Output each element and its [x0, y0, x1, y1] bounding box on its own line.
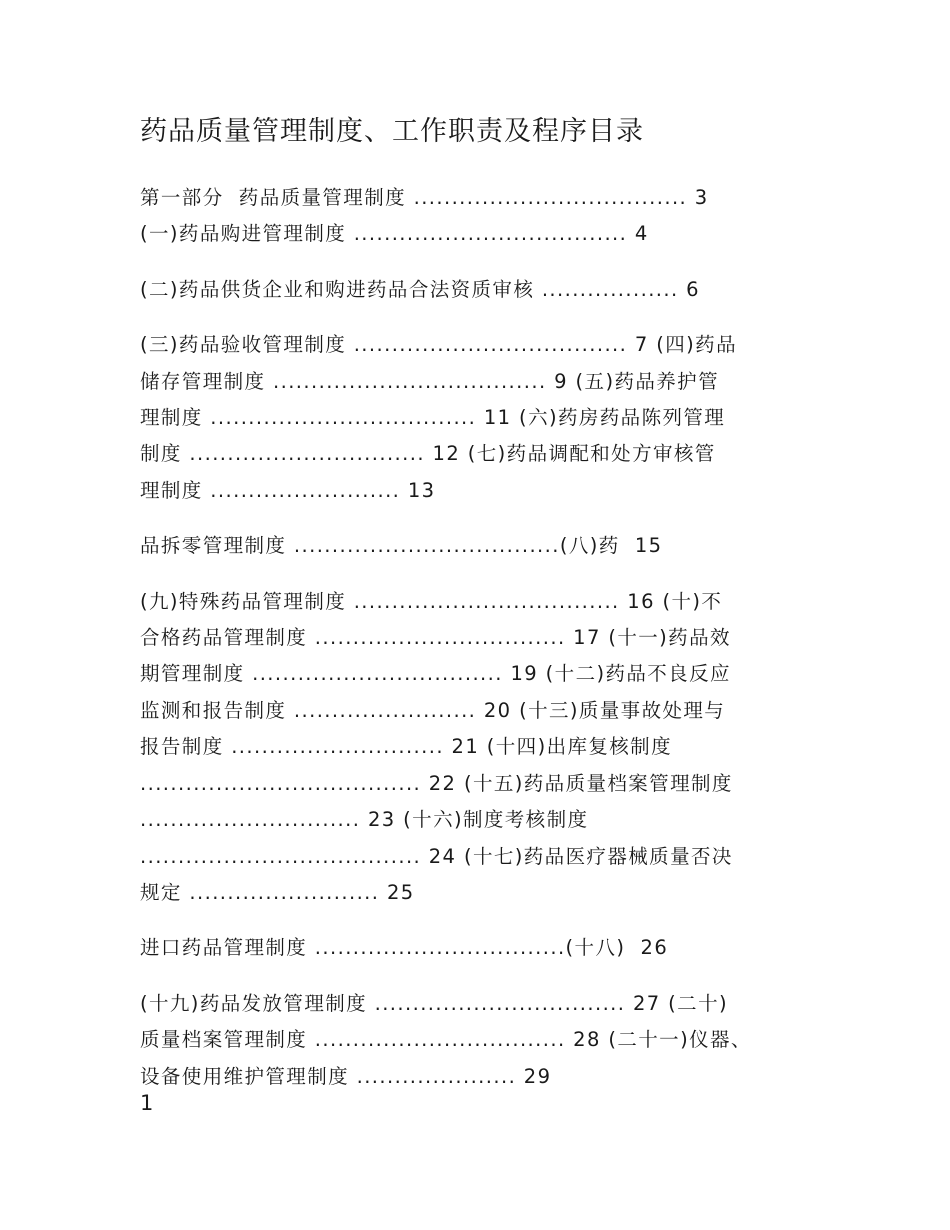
toc-block-gap — [140, 253, 830, 272]
toc-block-gap — [140, 911, 830, 930]
toc-block-gap — [140, 565, 830, 584]
toc-entry: 报告制度 ............................ 21 (十四)出库复核制度 — [140, 735, 672, 759]
toc-entry: ............................. 23 (十六)制度考核制度 — [140, 808, 589, 832]
toc-entry: (一)药品购进管理制度 .................................... 4 — [140, 222, 649, 246]
toc-entry: 合格药品管理制度 ................................. 17 (十一)药品效 — [140, 626, 731, 650]
toc-entry: (二)药品供货企业和购进药品合法资质审核 .................. 6 — [140, 277, 700, 301]
toc-entry: (九)特殊药品管理制度 ................................... 16 (十)不 — [140, 589, 723, 613]
toc-block-gap — [140, 308, 830, 327]
toc-entry: ..................................... 24 (十七)药品医疗器械质量否决 — [140, 844, 733, 868]
toc-entry: 储存管理制度 .................................... 9 (五)药品养护管 — [140, 369, 719, 393]
page-number: 1 — [140, 1091, 154, 1115]
toc-entry: ..................................... 22 (十五)药品质量档案管理制度 — [140, 771, 733, 795]
document-title: 药品质量管理制度、工作职责及程序目录 — [140, 116, 644, 147]
toc-entry: 设备使用维护管理制度 ..................... 29 — [140, 1064, 552, 1088]
toc-entry: 第一部分 药品质量管理制度 .................................... 3 — [140, 186, 709, 209]
toc-entry: 进口药品管理制度 .................................(十八) 26 — [140, 936, 669, 960]
toc-entry: (十九)药品发放管理制度 ................................. 27 (二十) — [140, 991, 728, 1015]
toc-entry: 制度 ............................... 12 (七)药品调配和处方审核管 — [140, 442, 716, 466]
table-of-contents — [140, 180, 830, 1095]
toc-block-gap — [140, 509, 830, 528]
toc-entry: 理制度 ................................... 11 (六)药房药品陈列管理 — [140, 406, 726, 430]
toc-block-gap — [140, 967, 830, 986]
toc-entry: 质量档案管理制度 ................................. 28 (二十一)仪器、 — [140, 1028, 752, 1052]
toc-entry: 规定 ......................... 25 — [140, 880, 415, 904]
toc-entry: (三)药品验收管理制度 .................................... 7 (四)药品 — [140, 333, 737, 357]
toc-entry: 理制度 ......................... 13 — [140, 478, 436, 502]
document-page — [140, 110, 830, 1095]
toc-entry: 监测和报告制度 ........................ 20 (十三)质量事故处理与 — [140, 698, 726, 722]
toc-entry: 期管理制度 ................................. 19 (十二)药品不良反应 — [140, 662, 731, 686]
toc-entry: 品拆零管理制度 ...................................(八)药 15 — [140, 534, 663, 558]
